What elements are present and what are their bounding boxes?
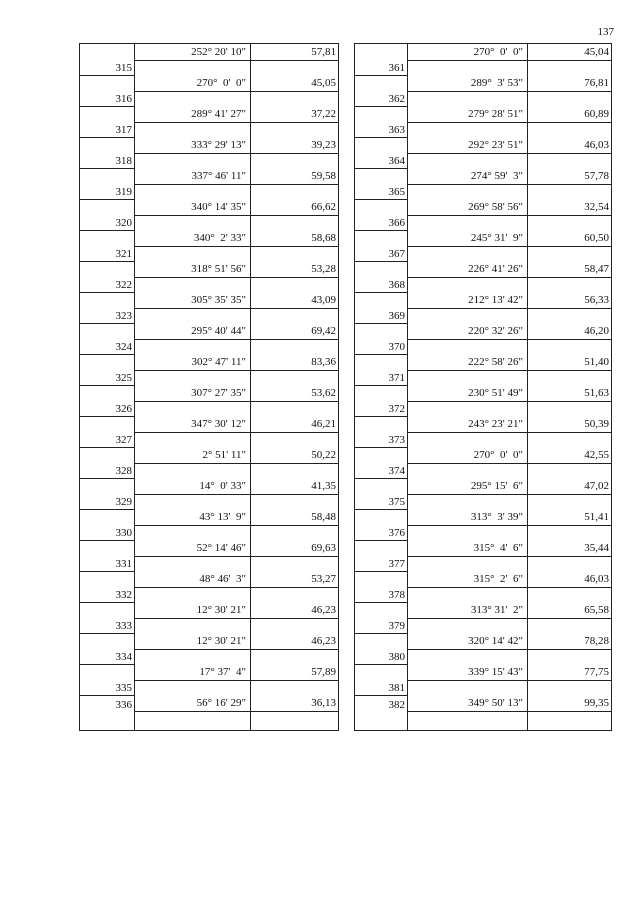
distance-cell: 46,20 [584, 325, 609, 337]
distance-cell: 51,40 [584, 356, 609, 368]
point-number-cell: 326 [80, 403, 134, 417]
point-number-cell: 364 [355, 155, 407, 169]
distance-cell: 51,41 [584, 511, 609, 523]
angle-cell: 52° 14' 46" [196, 542, 246, 554]
point-number-cell: 321 [80, 248, 134, 262]
distance-cell: 69,63 [311, 542, 336, 554]
distance-cell: 57,78 [584, 170, 609, 182]
point-number-cell: 361 [355, 62, 407, 76]
table-row [80, 602, 338, 633]
angle-cell: 318° 51' 56" [191, 263, 246, 275]
table-row [355, 230, 611, 261]
table-row [355, 478, 611, 509]
table-row [355, 447, 611, 478]
point-number-cell: 332 [80, 589, 134, 603]
point-number-cell: 318 [80, 155, 134, 169]
point-number-cell: 368 [355, 279, 407, 293]
angle-cell: 43° 13' 9" [199, 511, 246, 523]
point-number-cell: 327 [80, 434, 134, 448]
distance-cell: 65,58 [584, 604, 609, 616]
distance-cell: 35,44 [584, 542, 609, 554]
angle-cell: 252° 20' 10" [191, 46, 246, 58]
table-row [355, 106, 611, 137]
distance-cell: 58,47 [584, 263, 609, 275]
point-number-cell: 366 [355, 217, 407, 231]
angle-cell: 292° 23' 51" [468, 139, 523, 151]
angle-cell: 295° 15' 6" [470, 480, 523, 492]
distance-cell: 32,54 [584, 201, 609, 213]
point-number-cell: 381 [355, 682, 407, 696]
distance-cell: 53,62 [311, 387, 336, 399]
distance-cell: 56,33 [584, 294, 609, 306]
angle-cell: 274° 59' 3" [470, 170, 523, 182]
point-number-cell: 335 [80, 682, 134, 696]
angle-cell: 245° 31' 9" [470, 232, 523, 244]
point-number-cell: 373 [355, 434, 407, 448]
table-row [80, 478, 338, 509]
distance-cell: 46,03 [584, 139, 609, 151]
table-row [355, 323, 611, 354]
table-row [80, 44, 338, 75]
point-number-cell: 315 [80, 62, 134, 76]
angle-cell: 2° 51' 11" [202, 449, 246, 461]
table-row [80, 509, 338, 540]
distance-cell: 47,02 [584, 480, 609, 492]
angle-cell: 17° 37' 4" [199, 666, 246, 678]
point-number-cell: 376 [355, 527, 407, 541]
point-number-cell: 328 [80, 465, 134, 479]
table-row [355, 261, 611, 292]
point-number-cell: 322 [80, 279, 134, 293]
angle-cell: 315° 4' 6" [473, 542, 523, 554]
table-row [355, 385, 611, 416]
table-row [355, 509, 611, 540]
angle-cell: 220° 32' 26" [468, 325, 523, 337]
distance-cell: 66,62 [311, 201, 336, 213]
angle-cell: 48° 46' 3" [199, 573, 246, 585]
distance-cell: 36,13 [311, 697, 336, 709]
point-number-cell: 372 [355, 403, 407, 417]
distance-cell: 57,81 [311, 46, 336, 58]
distance-cell: 77,75 [584, 666, 609, 678]
point-number-cell: 379 [355, 620, 407, 634]
table-row [355, 199, 611, 230]
angle-cell: 339° 15' 43" [468, 666, 523, 678]
angle-cell: 226° 41' 26" [468, 263, 523, 275]
angle-cell: 305° 35' 35" [191, 294, 246, 306]
distance-cell: 83,36 [311, 356, 336, 368]
table-row [80, 292, 338, 323]
point-number-cell: 378 [355, 589, 407, 603]
point-number-cell: 317 [80, 124, 134, 138]
point-number-cell: 329 [80, 496, 134, 510]
point-number-cell: 367 [355, 248, 407, 262]
table-row [80, 106, 338, 137]
angle-cell: 243° 23' 21" [468, 418, 523, 430]
table-row [355, 540, 611, 571]
page-number: 137 [597, 26, 614, 38]
distance-cell: 39,23 [311, 139, 336, 151]
point-number-cell: 365 [355, 186, 407, 200]
angle-cell: 302° 47' 11" [191, 356, 246, 368]
point-number-cell: 316 [80, 93, 134, 107]
point-number-cell: 377 [355, 558, 407, 572]
angle-cell: 270° 0' 0" [473, 449, 523, 461]
distance-cell: 76,81 [584, 77, 609, 89]
table-row [355, 292, 611, 323]
distance-cell: 59,58 [311, 170, 336, 182]
point-number-cell: 325 [80, 372, 134, 386]
distance-cell: 58,48 [311, 511, 336, 523]
angle-cell: 289° 41' 27" [191, 108, 246, 120]
point-number-cell: 380 [355, 651, 407, 665]
table-row [80, 137, 338, 168]
table-row [355, 571, 611, 602]
angle-cell: 340° 2' 33" [193, 232, 246, 244]
table-row [80, 664, 338, 695]
angle-cell: 333° 29' 13" [191, 139, 246, 151]
left-coordinates-table [79, 43, 339, 731]
distance-cell: 46,21 [311, 418, 336, 430]
angle-cell: 337° 46' 11" [191, 170, 246, 182]
table-row [80, 75, 338, 106]
angle-cell: 212° 13' 42" [468, 294, 523, 306]
point-number-cell: 382 [388, 699, 405, 711]
angle-cell: 349° 50' 13" [468, 697, 523, 709]
table-row [80, 168, 338, 199]
distance-cell: 50,22 [311, 449, 336, 461]
point-number-cell: 320 [80, 217, 134, 231]
table-row [80, 540, 338, 571]
point-number-cell: 336 [115, 699, 132, 711]
table-row [355, 633, 611, 664]
distance-cell: 99,35 [584, 697, 609, 709]
distance-cell: 53,27 [311, 573, 336, 585]
right-coordinates-table [354, 43, 612, 731]
table-row [80, 416, 338, 447]
distance-cell: 60,50 [584, 232, 609, 244]
angle-cell: 270° 0' 0" [473, 46, 523, 58]
angle-cell: 222° 58' 26" [468, 356, 523, 368]
distance-cell: 69,42 [311, 325, 336, 337]
angle-cell: 347° 30' 12" [191, 418, 246, 430]
point-number-cell: 334 [80, 651, 134, 665]
table-row [80, 385, 338, 416]
table-row [355, 354, 611, 385]
distance-cell: 45,04 [584, 46, 609, 58]
point-number-cell: 375 [355, 496, 407, 510]
table-row [355, 416, 611, 447]
table-row [355, 137, 611, 168]
angle-cell: 289° 3' 53" [470, 77, 523, 89]
angle-cell: 12° 30' 21" [196, 604, 246, 616]
table-row [80, 695, 338, 726]
angle-cell: 313° 3' 39" [470, 511, 523, 523]
angle-cell: 320° 14' 42" [468, 635, 523, 647]
distance-cell: 46,23 [311, 635, 336, 647]
distance-cell: 43,09 [311, 294, 336, 306]
table-row [80, 447, 338, 478]
point-number-cell: 324 [80, 341, 134, 355]
distance-cell: 78,28 [584, 635, 609, 647]
point-number-cell: 323 [80, 310, 134, 324]
table-row [355, 75, 611, 106]
table-row [80, 571, 338, 602]
angle-cell: 279° 28' 51" [468, 108, 523, 120]
distance-cell: 58,68 [311, 232, 336, 244]
distance-cell: 46,23 [311, 604, 336, 616]
angle-cell: 270° 0' 0" [196, 77, 246, 89]
point-number-cell: 362 [355, 93, 407, 107]
angle-cell: 295° 40' 44" [191, 325, 246, 337]
distance-cell: 50,39 [584, 418, 609, 430]
table-row [355, 602, 611, 633]
table-row [80, 230, 338, 261]
point-number-cell: 363 [355, 124, 407, 138]
distance-cell: 37,22 [311, 108, 336, 120]
point-number-cell: 319 [80, 186, 134, 200]
angle-cell: 56° 16' 29" [196, 697, 246, 709]
distance-cell: 51,63 [584, 387, 609, 399]
distance-cell: 46,03 [584, 573, 609, 585]
distance-cell: 60,89 [584, 108, 609, 120]
table-row [80, 633, 338, 664]
table-row [80, 261, 338, 292]
distance-cell: 41,35 [311, 480, 336, 492]
point-number-cell: 333 [80, 620, 134, 634]
table-row [355, 695, 611, 726]
angle-cell: 12° 30' 21" [196, 635, 246, 647]
angle-cell: 315° 2' 6" [473, 573, 523, 585]
angle-cell: 269° 58' 56" [468, 201, 523, 213]
distance-cell: 53,28 [311, 263, 336, 275]
distance-cell: 45,05 [311, 77, 336, 89]
point-number-cell: 369 [355, 310, 407, 324]
angle-cell: 230° 51' 49" [468, 387, 523, 399]
table-row [80, 199, 338, 230]
point-number-cell: 370 [355, 341, 407, 355]
table-row [355, 664, 611, 695]
distance-cell: 57,89 [311, 666, 336, 678]
angle-cell: 14° 0' 33" [199, 480, 246, 492]
distance-cell: 42,55 [584, 449, 609, 461]
table-row [80, 323, 338, 354]
table-row [80, 354, 338, 385]
point-number-cell: 371 [355, 372, 407, 386]
table-row [355, 44, 611, 75]
point-number-cell: 330 [80, 527, 134, 541]
angle-cell: 340° 14' 35" [191, 201, 246, 213]
table-row [355, 168, 611, 199]
point-number-cell: 374 [355, 465, 407, 479]
angle-cell: 307° 27' 35" [191, 387, 246, 399]
angle-cell: 313° 31' 2" [470, 604, 523, 616]
point-number-cell: 331 [80, 558, 134, 572]
